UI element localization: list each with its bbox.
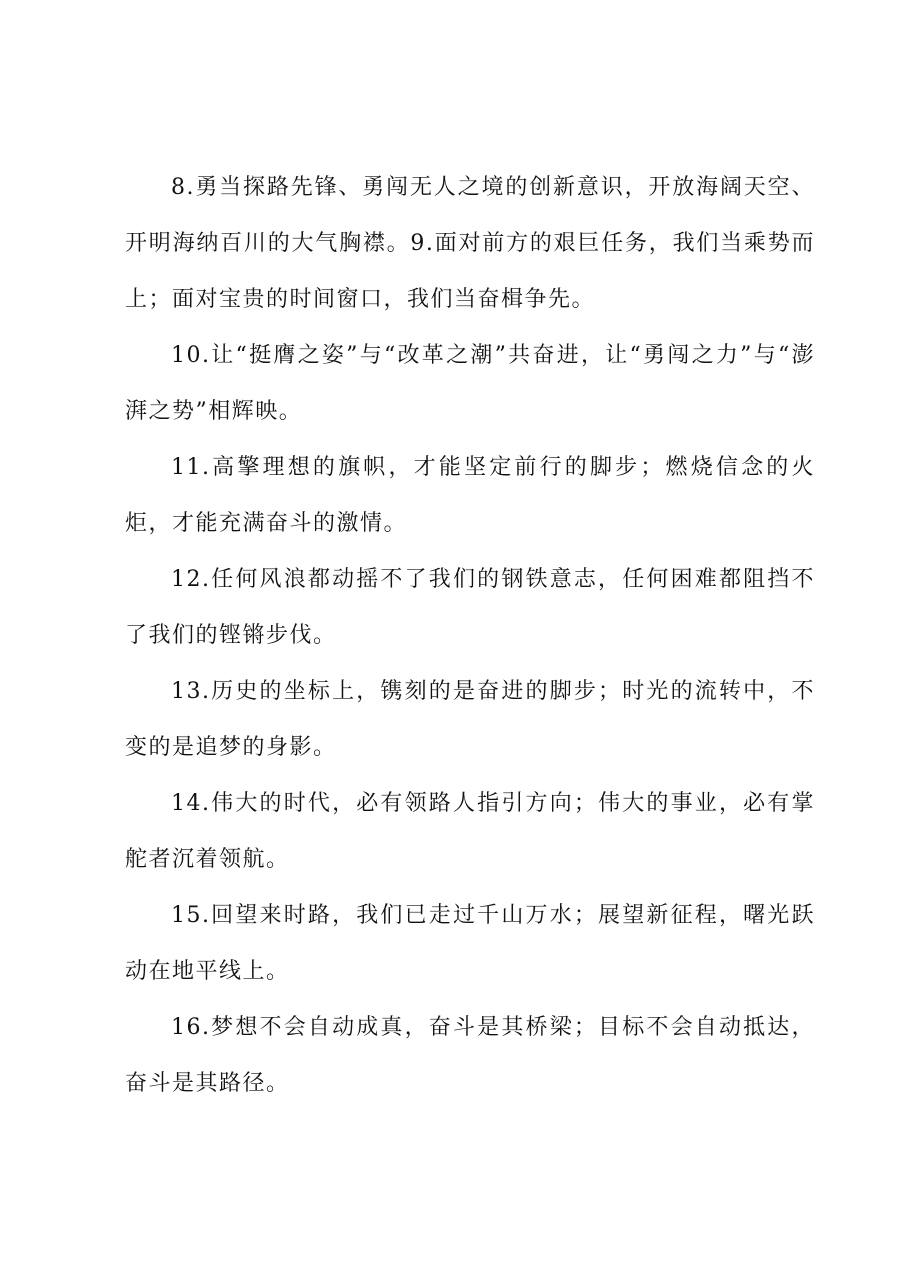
paragraph-8-9: 8.勇当探路先锋、勇闯无人之境的创新意识，开放海阔天空、开明海纳百川的大气胸襟。9.面对前方的艰巨任务，我们当乘势而上；面对宝贵的时间窗口，我们当奋楫争先。: [125, 175, 815, 312]
paragraph-13: 13.历史的坐标上，镌刻的是奋进的脚步；时光的流转中，不变的是追梦的身影。: [125, 679, 815, 760]
paragraph-16: 16.梦想不会自动成真，奋斗是其桥梁；目标不会自动抵达，奋斗是其路径。: [125, 1015, 815, 1096]
paragraph-11: 11.高擎理想的旗帜，才能坚定前行的脚步；燃烧信念的火炬，才能充满奋斗的激情。: [125, 455, 815, 536]
paragraph-10: 10.让“挺膺之姿”与“改革之潮”共奋进，让“勇闯之力”与“澎湃之势”相辉映。: [125, 343, 815, 424]
document-body: [125, 160, 815, 1112]
paragraph-12: 12.任何风浪都动摇不了我们的钢铁意志，任何困难都阻挡不了我们的铿锵步伐。: [125, 567, 815, 648]
paragraph-15: 15.回望来时路，我们已走过千山万水；展望新征程，曙光跃动在地平线上。: [125, 903, 815, 984]
paragraph-14: 14.伟大的时代，必有领路人指引方向；伟大的事业，必有掌舵者沉着领航。: [125, 791, 815, 872]
